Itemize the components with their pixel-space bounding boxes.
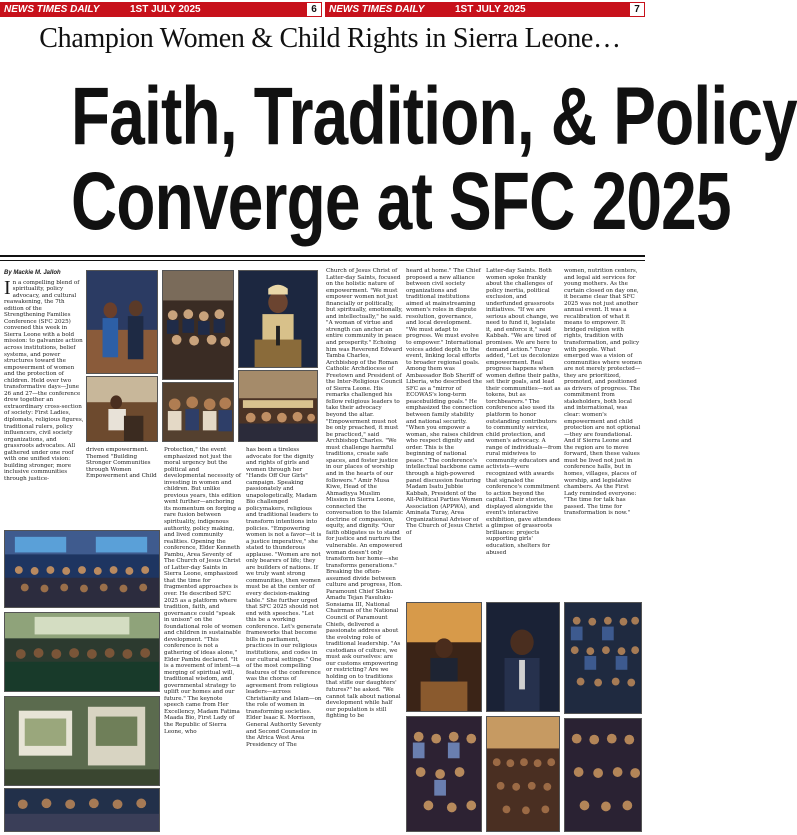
photo-delegates <box>4 788 160 832</box>
article-column-2 <box>164 447 242 833</box>
photo-hall-panorama <box>486 716 560 832</box>
page-number: 7 <box>630 3 644 16</box>
article-column-6 <box>486 268 562 598</box>
article-column-5 <box>406 268 484 598</box>
body-text: Protection," the event emphasized not just the moral urgency but the political and developmental necessity of investing in women and children. But unlike previous years, this edition went further—anchoring its momentum on forging a rare fusion between spirituality, indigenous authority, policy making, and lived community realities. Opening the conference, Elder Kenneth Pambu, Area Seventy of The Church of Jesus Christ of Latter-day Saints in Sierra Leone, emphasized that the time for fragmented approaches is over. He described SFC 2025 as a platform where tradition, faith, and governance could "speak in unison" on the foundational role of women and children in sustainable development. "This conference is not a gathering of ideas alone," Elder Pambu declared. "It is a movement of intent—a merging of spiritual will, traditional wisdom, and governmental strategy to uplift our homes and our future." The keynote speech came from Her Excellency, Madam Fatima Maada Bio, First Lady of the Republic of Sierra Leone, who <box>164 447 242 735</box>
article-column-4 <box>326 268 403 833</box>
photo-audience-rows <box>564 718 642 832</box>
photo-conference-hall <box>4 530 160 608</box>
body-text: driven empowerment. Themed "Building Stronger Communities through Women Empowerment and Child <box>86 447 157 480</box>
photo-audience-seated <box>162 270 234 380</box>
article-column-3 <box>246 447 322 833</box>
article-column-2-top <box>86 447 160 527</box>
body-text: women, nutrition centers, and legal aid services for young mothers. As the curtain closed on day one, it became clear that SFC 2025 was not just another annual event. It was a recalibration of what it means to empower. It bridged religion with rights, tradition with transformation, and policy with people. What emerged was a vision of communities where women are not merely protected—they are prioritized, promoted, and positioned as drivers of progress. The commitment from stakeholders, both local and international, was clear: women's empowerment and child protection are not optional—they are foundational. And if Sierra Leone and the region are to move forward, then these values must be lived not just in conference halls, but in homes, villages, places of worship, and legislative chambers. As the First Lady reminded everyone: "The time for talk has passed. The time for transformation is now." <box>564 268 642 517</box>
publication-name: NEWS TIMES DAILY <box>4 4 100 15</box>
photo-stage-panel <box>238 370 318 442</box>
photo-first-lady-receiving <box>86 270 158 374</box>
photo-speaker-lectern <box>406 602 482 712</box>
byline: By Mackie M. Jalloh <box>4 270 61 276</box>
headline-line-2: Converge at SFC 2025 <box>70 156 731 247</box>
body-text: Church of Jesus Christ of Latter-day Saints, focused on the holistic nature of empowerment. "We must empower women not just financially or politically, but spiritually, emotionally, and intellectually," he said. "A woman of virtue and strength can anchor an entire community in peace and prosperity." Echoing him was Reverend Edward Tamba Charles, Archbishop of the Roman Catholic Archdiocese of Freetown and President of the Inter-Religious Council of Sierra Leone. His remarks challenged his fellow religious leaders to take their advocacy beyond the altar. "Empowerment must not be only preached, it must be practiced," said Archbishop Charles. "We must challenge harmful traditions, create safe spaces, and foster justice in our places of worship and in the hearts of our followers." Amir Musa Kiwe, Head of the Ahmadiyya Muslim Mission in Sierra Leone, connected the conversation to the Islamic doctrine of compassion, equity, and dignity. "Our faith obligates us to stand for justice and nurture the vulnerable. An empowered woman doesn't only transform her home—she transforms generations." Breaking the often-assumed divide between culture and progress, Hon. Paramount Chief Sheku Amadu Tejan Fasuluku-Sonsiama III, National Chairman of the National Council of Paramount Chiefs, delivered a passionate address about the evolving role of traditional leadership. "As custodians of culture, we must ask ourselves: are our customs empowering or restricting? Are we holding on to traditions that stifle our daughters' futures?" he asked. "We cannot talk about national development while half our population is still fighting to be <box>326 268 404 720</box>
issue-date: 1ST JULY 2025 <box>130 4 201 15</box>
body-text: heard at home." The Chief proposed a new alliance between civil society organizations and traditional institutions aimed at mainstreaming women's roles in dispute resolution, governance, and local development. "We must adapt to progress. We must evolve to empower." International voices added depth to the event, linking local efforts to broader regional goals. Among them was Ambassador Bob Sheriff of Liberia, who described the SFC as a "mirror of ECOWAS's long-term peacebuilding goals." He emphasized the connection between family stability and national security. "When you empower a woman, she raises children who respect dignity and order. This is the beginning of national peace." The conference's intellectual backbone came through a high-powered panel discussion featuring Madam Isatu Jubbie Kabbah, President of the All-Political Parties Women Association (APPWA), and Aminata Turay, Area Organizational Advisor of The Church of Jesus Christ of <box>406 268 484 536</box>
page-number: 6 <box>307 3 321 16</box>
photo-stage-choir <box>4 612 160 692</box>
photo-guests-row <box>162 382 234 442</box>
photo-audience-clapping <box>406 716 482 832</box>
kicker-headline: Champion Women & Child Rights in Sierra Leone… <box>39 23 621 54</box>
article-column-7 <box>564 268 642 598</box>
headline-rule <box>0 255 645 261</box>
photo-first-lady-speaking <box>238 270 318 368</box>
headline-line-1: Faith, Tradition, & Policy <box>70 71 797 162</box>
photo-exhibition-display <box>4 696 160 786</box>
issue-date: 1ST JULY 2025 <box>455 4 526 15</box>
drop-cap: I <box>4 276 11 299</box>
body-text: Latter-day Saints. Both women spoke frankly about the challenges of policy inertia, political exclusion, and underfunded grassroots initiatives. "If we are serious about change, we need to fund it, legislate it, and enforce it," said Kabbah. "We are tired of promises. We are here to demand action." Turay added, "Let us decolonize empowerment. Real progress happens when women define their paths, set their goals, and lead their communities—not as tokens, but as torchbearers." The conference also used its platform to honor outstanding contributors to community service, child protection, and women's advocacy. A range of individuals—from rural midwives to community educators and activists—were recognized with awards that signaled the conference's commitment to action beyond the capital. Their stories, displayed alongside the event's interactive exhibition, gave attendees a glimpse of grassroots brilliance: projects supporting girls' education, shelters for abused <box>486 268 562 556</box>
body-text: n a compelling blend of spirituality, policy advocacy, and cultural reawakening, the 7th edition of the Strengthening Families Conference (SFC 2025) convened this week in Sierra Leone with a bold mission: to galvanize action across institutions, belief systems, and power structures toward the empowerment of women and the protection of children. Held over two transformative days—June 26 and 27—the conference drew together an extraordinary cross-section of society: First Ladies, diplomats, religious figures, traditional rulers, policy influencers, civil society organizations, and grassroots advocates. All gathered under one roof with one unified vision: building stronger, more inclusive communities through justice- <box>4 279 84 482</box>
photo-dignitary-portrait <box>486 602 560 712</box>
publication-name: NEWS TIMES DAILY <box>329 4 425 15</box>
article-column-1 <box>4 270 84 520</box>
photo-audience-wide <box>564 602 642 714</box>
body-text: has been a tireless advocate for the dignity and rights of girls and women through her "Hands Off Our Girls" campaign. Speaking passionately and unapologetically, Madam Bio challenged policymakers, religious and traditional leaders to transform intentions into policies. "Empowering women is not a favor—it is a justice imperative," she stated to thunderous applause. "Women are not only bearers of life; they are builders of nations. If we truly want strong communities, then women must be at the center of every decision-making table." She further urged that SFC 2025 should not end with speeches. "Let this be a working conference. Let's generate frameworks that become bills in parliament, practices in our religious institutions, and codes in our cultural settings." One of the most compelling features of the conference was the chorus of agreement from religious leaders—across Christianity and Islam—on the role of women in transforming societies. Elder Isaac K. Morrison, General Authority Seventy and Second Counselor in the Africa West Area Presidency of The <box>246 447 322 748</box>
photo-podium-speaker <box>86 376 158 442</box>
masthead-right <box>325 2 645 17</box>
masthead-left <box>0 2 322 17</box>
